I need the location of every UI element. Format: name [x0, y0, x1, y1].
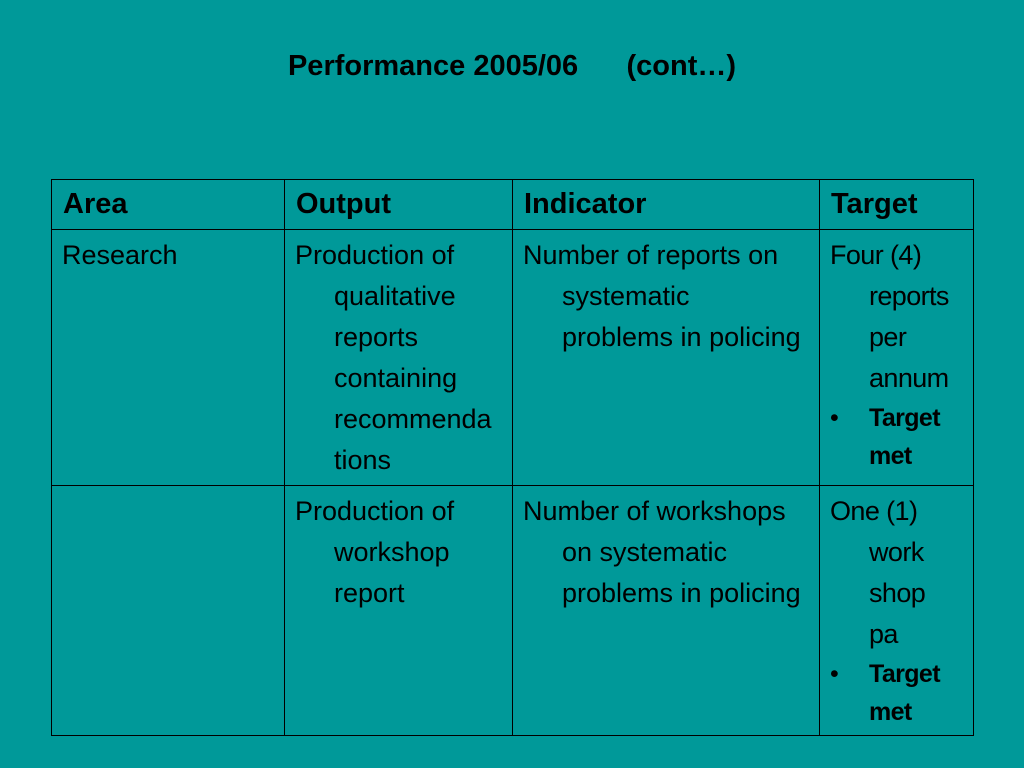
- target-line: pa: [869, 619, 898, 649]
- target-status-line: met: [869, 442, 912, 470]
- bullet-icon: •: [830, 660, 839, 688]
- output-line: tions: [334, 445, 392, 475]
- table-row: [52, 230, 974, 486]
- target-line: Four (4): [830, 240, 922, 270]
- target-line: work: [869, 537, 924, 567]
- header-area: Area: [52, 180, 285, 230]
- header-row: [52, 180, 974, 230]
- output-line: containing: [334, 363, 458, 393]
- header-indicator: Indicator: [513, 180, 820, 230]
- cell-indicator: [513, 230, 820, 486]
- target-status-line: Target: [869, 660, 940, 688]
- header-output: Output: [285, 180, 513, 230]
- output-line: Production of: [295, 496, 455, 526]
- indicator-text: [513, 230, 819, 358]
- output-line: report: [334, 578, 405, 608]
- cell-indicator: [513, 486, 820, 736]
- cell-target: [820, 230, 974, 486]
- indicator-line: Number of reports on: [523, 240, 779, 270]
- area-text: Research: [62, 240, 178, 270]
- target-line: reports: [869, 281, 949, 311]
- target-line: One (1): [830, 496, 918, 526]
- performance-table: [51, 179, 974, 736]
- output-line: reports: [334, 322, 419, 352]
- output-line: Production of: [295, 240, 455, 270]
- target-status: [830, 399, 969, 475]
- output-line: qualitative: [334, 281, 456, 311]
- indicator-line: problems in policing: [562, 578, 801, 608]
- output-line: workshop: [334, 537, 450, 567]
- bullet-icon: •: [830, 404, 839, 432]
- cell-output: [285, 486, 513, 736]
- slide-title: Performance 2005/06 (cont…): [287, 50, 737, 82]
- indicator-line: problems in policing: [562, 322, 801, 352]
- output-text: [285, 230, 512, 481]
- target-status-line: Target: [869, 404, 940, 432]
- target-status-line: met: [869, 698, 912, 726]
- target-line: shop: [869, 578, 926, 608]
- output-line: recommenda: [334, 404, 492, 434]
- cell-output: [285, 230, 513, 486]
- area-text: [52, 486, 284, 491]
- cell-target: [820, 486, 974, 736]
- indicator-line: Number of workshops: [523, 496, 786, 526]
- cell-area: [52, 230, 285, 486]
- target-text: [820, 230, 973, 475]
- target-line: annum: [869, 363, 949, 393]
- indicator-text: [513, 486, 819, 614]
- table-row: [52, 486, 974, 736]
- cell-area: [52, 486, 285, 736]
- indicator-line: systematic: [562, 281, 690, 311]
- target-status: [830, 655, 969, 731]
- header-target: Target: [820, 180, 974, 230]
- output-text: [285, 486, 512, 614]
- target-line: per: [869, 322, 907, 352]
- indicator-line: on systematic: [562, 537, 728, 567]
- target-text: [820, 486, 973, 731]
